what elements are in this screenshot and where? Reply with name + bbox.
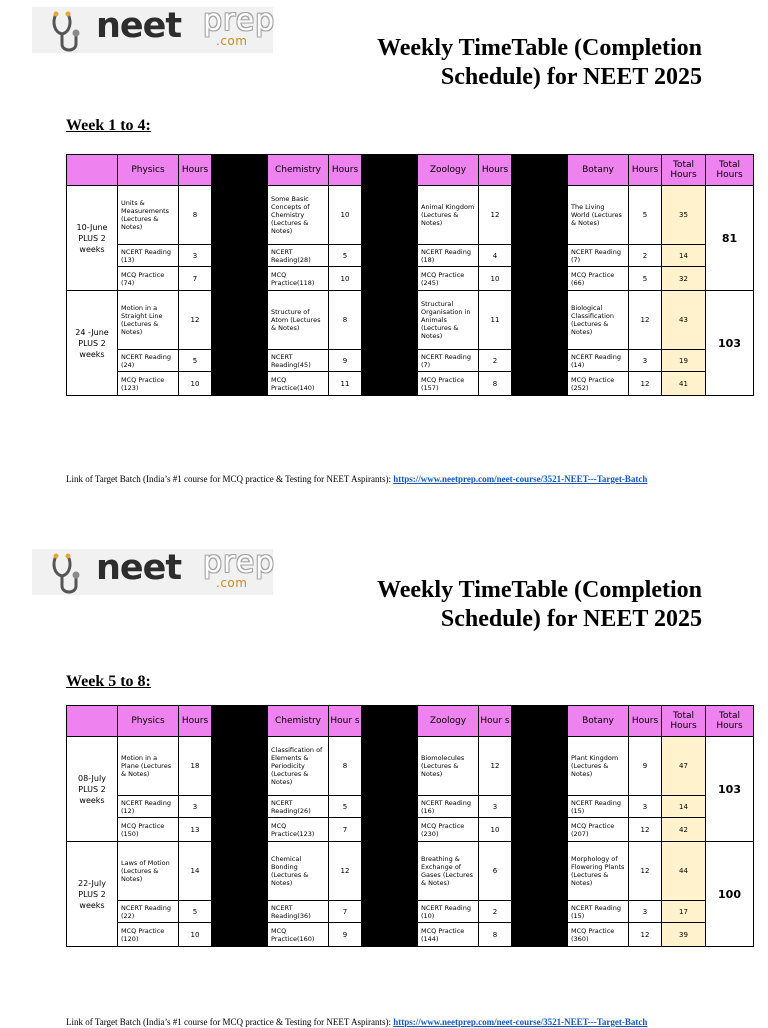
zoology-hours: 11 xyxy=(479,291,512,350)
zoology-topic: NCERT Reading (7) xyxy=(418,350,479,372)
physics-hours: 14 xyxy=(179,842,212,901)
zoology-topic: MCQ Practice (245) xyxy=(418,267,479,291)
chemistry-hours: 7 xyxy=(329,818,362,842)
grand-total: 81 xyxy=(706,186,754,291)
row-total: 32 xyxy=(662,267,706,291)
botany-topic: The Living World (Lectures & Notes) xyxy=(568,186,629,245)
chemistry-topic: Structure of Atom (Lectures & Notes) xyxy=(268,291,329,350)
grand-total: 100 xyxy=(706,842,754,947)
chemistry-topic: Chemical Bonding (Lectures & Notes) xyxy=(268,842,329,901)
zoology-hours: 3 xyxy=(479,796,512,818)
row-total: 19 xyxy=(662,350,706,372)
header-zoology-hours: Hours xyxy=(479,155,512,186)
divider xyxy=(212,737,268,947)
zoology-hours: 2 xyxy=(479,901,512,923)
botany-topic: MCQ Practice (360) xyxy=(568,923,629,947)
header-row xyxy=(67,706,754,737)
divider xyxy=(362,706,418,737)
physics-topic: MCQ Practice (123) xyxy=(118,372,179,396)
zoology-topic: NCERT Reading (16) xyxy=(418,796,479,818)
botany-topic: Morphology of Flowering Plants (Lectures & Notes) xyxy=(568,842,629,901)
physics-topic: MCQ Practice (120) xyxy=(118,923,179,947)
week-label: Week 1 to 4: xyxy=(66,117,151,134)
stethoscope-icon xyxy=(50,552,90,596)
header-physics-hours: Hours xyxy=(179,706,212,737)
zoology-hours: 10 xyxy=(479,267,512,291)
physics-topic: NCERT Reading (13) xyxy=(118,245,179,267)
row-total: 43 xyxy=(662,291,706,350)
divider xyxy=(512,737,568,947)
header-chemistry-hours: Hour s xyxy=(329,706,362,737)
chemistry-topic: NCERT Reading(26) xyxy=(268,796,329,818)
physics-topic: Motion in a Straight Line (Lectures & Notes) xyxy=(118,291,179,350)
zoology-topic: MCQ Practice (157) xyxy=(418,372,479,396)
botany-topic: Biological Classification (Lectures & Notes) xyxy=(568,291,629,350)
chemistry-topic: MCQ Practice(123) xyxy=(268,818,329,842)
botany-topic: NCERT Reading (7) xyxy=(568,245,629,267)
timetable xyxy=(66,705,754,947)
physics-hours: 10 xyxy=(179,923,212,947)
botany-topic: Plant Kingdom (Lectures & Notes) xyxy=(568,737,629,796)
zoology-topic: MCQ Practice (144) xyxy=(418,923,479,947)
chemistry-hours: 5 xyxy=(329,796,362,818)
header-botany-hours: Hours xyxy=(629,155,662,186)
chemistry-hours: 8 xyxy=(329,737,362,796)
chemistry-hours: 12 xyxy=(329,842,362,901)
zoology-topic: Biomolecules (Lectures & Notes) xyxy=(418,737,479,796)
botany-hours: 3 xyxy=(629,350,662,372)
target-batch-link-note xyxy=(66,1017,706,1028)
logo-neet-text: neet xyxy=(96,6,182,46)
date-cell: 08-July PLUS 2 weeks xyxy=(67,737,118,842)
header-physics: Physics xyxy=(118,706,179,737)
botany-topic: MCQ Practice (207) xyxy=(568,818,629,842)
zoology-hours: 6 xyxy=(479,842,512,901)
date-cell: 10-June PLUS 2 weeks xyxy=(67,186,118,291)
physics-topic: NCERT Reading (22) xyxy=(118,901,179,923)
botany-hours: 3 xyxy=(629,901,662,923)
logo-prep-text: prep xyxy=(203,545,276,580)
physics-topic: NCERT Reading (24) xyxy=(118,350,179,372)
header-grand-total: Total Hours xyxy=(706,155,754,186)
header-botany: Botany xyxy=(568,706,629,737)
chemistry-hours: 5 xyxy=(329,245,362,267)
row-total: 39 xyxy=(662,923,706,947)
zoology-hours: 12 xyxy=(479,737,512,796)
table-row xyxy=(67,737,754,796)
page-title: Weekly TimeTable (Completion Schedule) for NEET 2025 xyxy=(377,35,702,90)
zoology-hours: 4 xyxy=(479,245,512,267)
link-text: Link of Target Batch (India’s #1 course for MCQ practice & Testing for NEET Aspirants): xyxy=(66,1017,394,1027)
physics-hours: 3 xyxy=(179,796,212,818)
botany-hours: 3 xyxy=(629,796,662,818)
physics-hours: 5 xyxy=(179,350,212,372)
chemistry-hours: 8 xyxy=(329,291,362,350)
zoology-hours: 10 xyxy=(479,818,512,842)
botany-hours: 12 xyxy=(629,818,662,842)
week-label: Week 5 to 8: xyxy=(66,673,151,690)
chemistry-hours: 10 xyxy=(329,186,362,245)
chemistry-topic: MCQ Practice(140) xyxy=(268,372,329,396)
target-batch-link[interactable]: https://www.neetprep.com/neet-course/3521-NEET---Target-Batch xyxy=(393,474,648,484)
botany-topic: MCQ Practice (66) xyxy=(568,267,629,291)
row-total: 14 xyxy=(662,245,706,267)
zoology-topic: Structural Organisation in Animals (Lectures & Notes) xyxy=(418,291,479,350)
row-total: 35 xyxy=(662,186,706,245)
header-botany-hours: Hours xyxy=(629,706,662,737)
chemistry-topic: NCERT Reading(28) xyxy=(268,245,329,267)
divider xyxy=(512,706,568,737)
botany-hours: 12 xyxy=(629,923,662,947)
row-total: 44 xyxy=(662,842,706,901)
botany-topic: NCERT Reading (15) xyxy=(568,901,629,923)
row-total: 42 xyxy=(662,818,706,842)
botany-hours: 5 xyxy=(629,186,662,245)
chemistry-hours: 7 xyxy=(329,901,362,923)
row-total: 17 xyxy=(662,901,706,923)
botany-hours: 12 xyxy=(629,291,662,350)
physics-hours: 12 xyxy=(179,291,212,350)
date-cell: 22-July PLUS 2 weeks xyxy=(67,842,118,947)
row-total: 47 xyxy=(662,737,706,796)
neetprep-logo[interactable] xyxy=(32,545,276,595)
chemistry-hours: 10 xyxy=(329,267,362,291)
logo-neet-text: neet xyxy=(96,548,182,588)
page-title: Weekly TimeTable (Completion Schedule) for NEET 2025 xyxy=(377,577,702,632)
physics-hours: 18 xyxy=(179,737,212,796)
header-grand-total: Total Hours xyxy=(706,706,754,737)
physics-topic: Motion in a Plane (Lectures & Notes) xyxy=(118,737,179,796)
header-zoology: Zoology xyxy=(418,155,479,186)
botany-topic: NCERT Reading (15) xyxy=(568,796,629,818)
chemistry-hours: 11 xyxy=(329,372,362,396)
physics-hours: 13 xyxy=(179,818,212,842)
logo-dotcom-text: .com xyxy=(216,576,248,590)
divider xyxy=(362,737,418,947)
header-total-hours: Total Hours xyxy=(662,155,706,186)
row-total: 41 xyxy=(662,372,706,396)
zoology-hours: 8 xyxy=(479,372,512,396)
physics-topic: NCERT Reading (12) xyxy=(118,796,179,818)
botany-hours: 2 xyxy=(629,245,662,267)
physics-topic: MCQ Practice (74) xyxy=(118,267,179,291)
header-chemistry-hours: Hours xyxy=(329,155,362,186)
chemistry-topic: MCQ Practice(160) xyxy=(268,923,329,947)
botany-hours: 12 xyxy=(629,842,662,901)
zoology-topic: MCQ Practice (230) xyxy=(418,818,479,842)
zoology-hours: 12 xyxy=(479,186,512,245)
physics-topic: MCQ Practice (150) xyxy=(118,818,179,842)
chemistry-topic: MCQ Practice(118) xyxy=(268,267,329,291)
header-physics-hours: Hours xyxy=(179,155,212,186)
botany-topic: NCERT Reading (14) xyxy=(568,350,629,372)
zoology-hours: 2 xyxy=(479,350,512,372)
zoology-topic: Animal Kingdom (Lectures & Notes) xyxy=(418,186,479,245)
target-batch-link[interactable]: https://www.neetprep.com/neet-course/3521-NEET---Target-Batch xyxy=(393,1017,648,1027)
divider xyxy=(212,706,268,737)
header-zoology-hours: Hour s xyxy=(479,706,512,737)
header-botany: Botany xyxy=(568,155,629,186)
botany-topic: MCQ Practice (252) xyxy=(568,372,629,396)
header-date xyxy=(67,706,118,737)
physics-hours: 8 xyxy=(179,186,212,245)
physics-topic: Units & Measurements (Lectures & Notes) xyxy=(118,186,179,245)
chemistry-hours: 9 xyxy=(329,923,362,947)
row-total: 14 xyxy=(662,796,706,818)
botany-hours: 5 xyxy=(629,267,662,291)
zoology-topic: Breathing & Exchange of Gases (Lectures & Notes) xyxy=(418,842,479,901)
botany-hours: 12 xyxy=(629,372,662,396)
physics-hours: 5 xyxy=(179,901,212,923)
header-total-hours: Total Hours xyxy=(662,706,706,737)
header-zoology: Zoology xyxy=(418,706,479,737)
botany-hours: 9 xyxy=(629,737,662,796)
physics-hours: 10 xyxy=(179,372,212,396)
chemistry-topic: Classification of Elements & Periodicity (Lectures & Notes) xyxy=(268,737,329,796)
chemistry-topic: NCERT Reading(36) xyxy=(268,901,329,923)
date-cell: 24 -June PLUS 2 weeks xyxy=(67,291,118,396)
chemistry-topic: Some Basic Concepts of Chemistry (Lectures & Notes) xyxy=(268,186,329,245)
logo-dotcom-text: .com xyxy=(216,34,248,48)
header-chemistry: Chemistry xyxy=(268,706,329,737)
zoology-topic: NCERT Reading (10) xyxy=(418,901,479,923)
grand-total: 103 xyxy=(706,737,754,842)
chemistry-topic: NCERT Reading(45) xyxy=(268,350,329,372)
physics-hours: 3 xyxy=(179,245,212,267)
grand-total: 103 xyxy=(706,291,754,396)
chemistry-hours: 9 xyxy=(329,350,362,372)
header-physics: Physics xyxy=(118,155,179,186)
link-text: Link of Target Batch (India’s #1 course for MCQ practice & Testing for NEET Aspirants): xyxy=(66,474,394,484)
logo-prep-text: prep xyxy=(203,3,276,38)
header-chemistry: Chemistry xyxy=(268,155,329,186)
physics-hours: 7 xyxy=(179,267,212,291)
physics-topic: Laws of Motion (Lectures & Notes) xyxy=(118,842,179,901)
zoology-topic: NCERT Reading (18) xyxy=(418,245,479,267)
zoology-hours: 8 xyxy=(479,923,512,947)
